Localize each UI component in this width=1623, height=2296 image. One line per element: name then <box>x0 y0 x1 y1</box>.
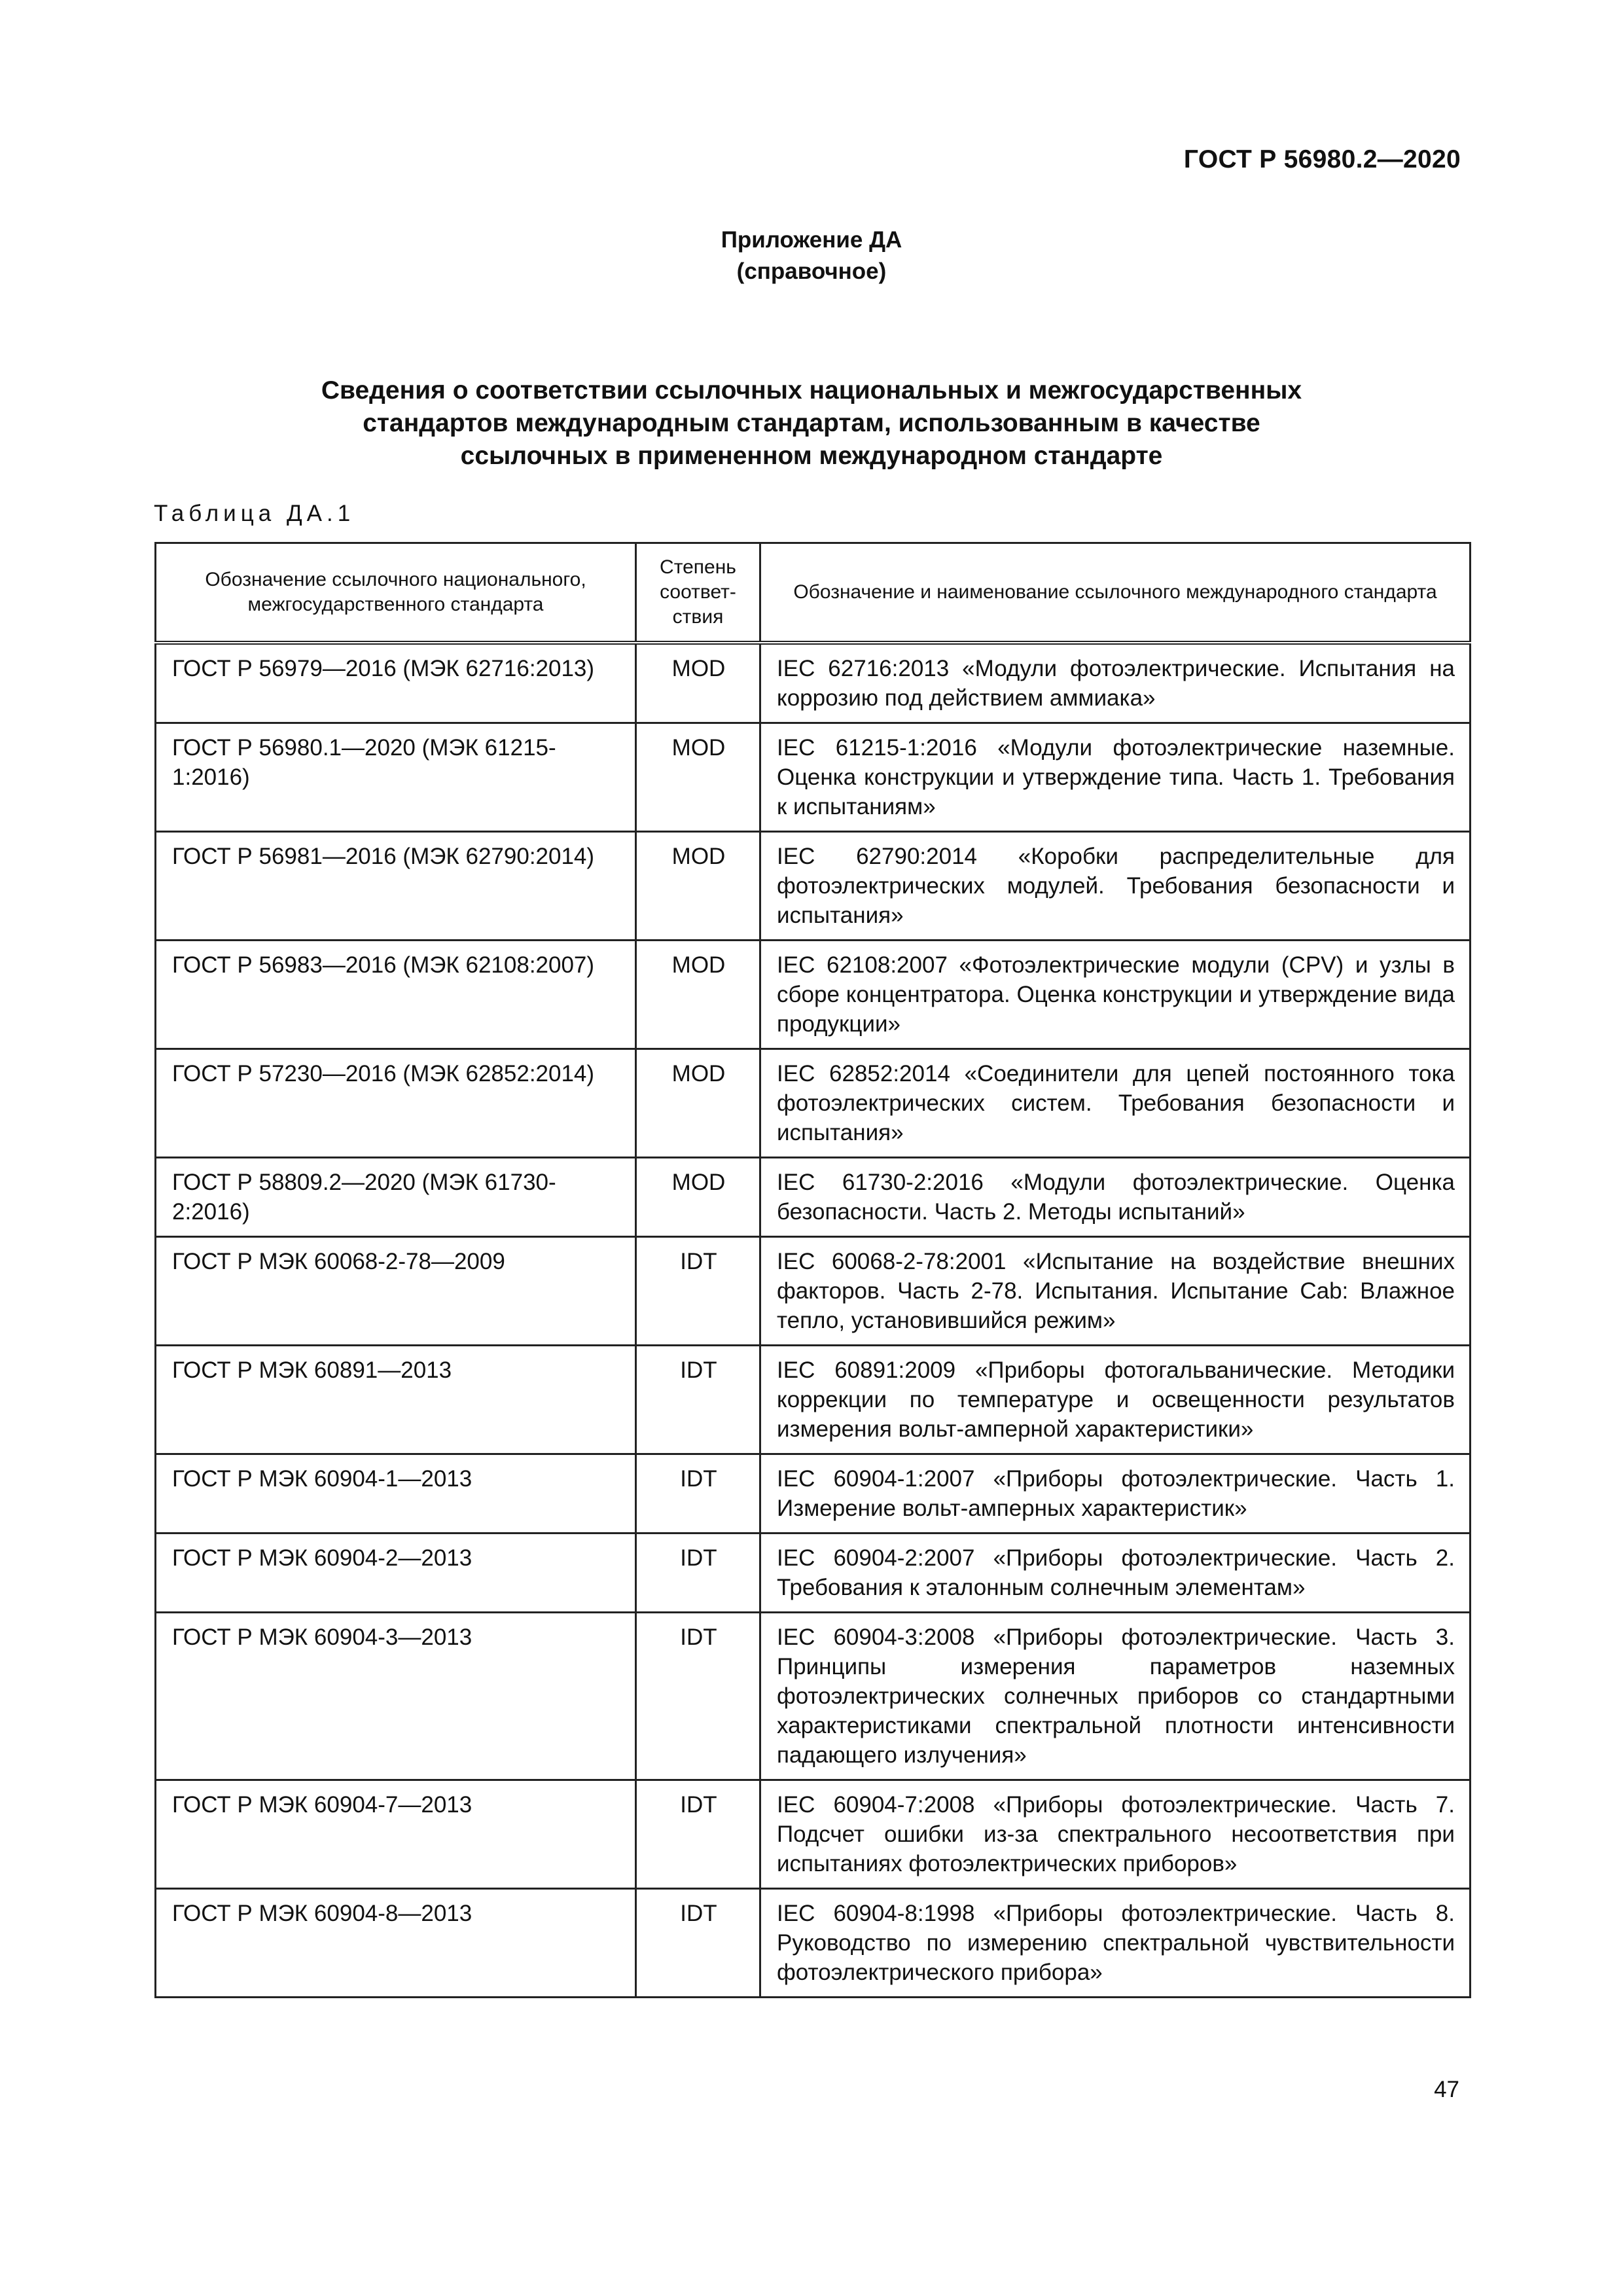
table-row <box>156 1345 1471 1454</box>
cell-international-standard: IEC 60904-1:2007 «Приборы фотоэлектрические. Часть 1. Измерение вольт-амперных характеристик» <box>760 1454 1471 1533</box>
cell-national-standard: ГОСТ Р 56979—2016 (МЭК 62716:2013) <box>156 643 636 723</box>
cell-national-standard: ГОСТ Р МЭК 60904-7—2013 <box>156 1780 636 1888</box>
table-row <box>156 940 1471 1049</box>
table-row <box>156 1888 1471 1997</box>
cell-national-standard: ГОСТ Р МЭК 60904-8—2013 <box>156 1888 636 1997</box>
table-row <box>156 1533 1471 1612</box>
cell-national-standard: ГОСТ Р 56980.1—2020 (МЭК 61215-1:2016) <box>156 723 636 831</box>
appendix-type: (справочное) <box>736 259 887 284</box>
cell-national-standard: ГОСТ Р 56981—2016 (МЭК 62790:2014) <box>156 831 636 940</box>
table-row <box>156 1236 1471 1345</box>
cell-national-standard: ГОСТ Р МЭК 60068-2-78—2009 <box>156 1236 636 1345</box>
cell-degree: IDT <box>636 1345 760 1454</box>
section-title-line-1: Сведения о соответствии ссылочных национальных и межгосударственных <box>321 376 1302 404</box>
cell-international-standard: IEC 60068-2-78:2001 «Испытание на воздействие внешних факторов. Часть 2-78. Испытания. Испытание Cab: Влажное тепло, установившийся режим» <box>760 1236 1471 1345</box>
cell-degree: IDT <box>636 1888 760 1997</box>
cell-national-standard: ГОСТ Р МЭК 60891—2013 <box>156 1345 636 1454</box>
cell-international-standard: IEC 62108:2007 «Фотоэлектрические модули (CPV) и узлы в сборе концентратора. Оценка конструкции и утверждение вида продукции» <box>760 940 1471 1049</box>
table-header-row <box>156 543 1471 643</box>
table-row <box>156 1454 1471 1533</box>
cell-national-standard: ГОСТ Р МЭК 60904-3—2013 <box>156 1612 636 1780</box>
cell-international-standard: IEC 60904-3:2008 «Приборы фотоэлектрические. Часть 3. Принципы измерения параметров наземных фотоэлектрических солнечных приборов со стандартными характеристиками спектральной плотности интенсивности падающего излучения» <box>760 1612 1471 1780</box>
cell-degree: IDT <box>636 1236 760 1345</box>
cell-degree: IDT <box>636 1780 760 1888</box>
cell-degree: IDT <box>636 1454 760 1533</box>
cell-national-standard: ГОСТ Р 56983—2016 (МЭК 62108:2007) <box>156 940 636 1049</box>
page-number: 47 <box>1434 2077 1459 2102</box>
table-body <box>156 643 1471 1998</box>
cell-national-standard: ГОСТ Р МЭК 60904-1—2013 <box>156 1454 636 1533</box>
cell-international-standard: IEC 60904-7:2008 «Приборы фотоэлектрические. Часть 7. Подсчет ошибки из-за спектрального несоответствия при испытаниях фотоэлектрических приборов» <box>760 1780 1471 1888</box>
cell-degree: MOD <box>636 723 760 831</box>
section-title <box>0 374 1623 473</box>
table-label: Таблица ДА.1 <box>154 501 355 526</box>
header-national-standard: Обозначение ссылочного национального, межгосударственного стандарта <box>156 543 636 643</box>
table-row <box>156 1780 1471 1888</box>
cell-degree: IDT <box>636 1612 760 1780</box>
cell-international-standard: IEC 62716:2013 «Модули фотоэлектрические. Испытания на коррозию под действием аммиака» <box>760 643 1471 723</box>
cell-national-standard: ГОСТ Р МЭК 60904-2—2013 <box>156 1533 636 1612</box>
cell-international-standard: IEC 60891:2009 «Приборы фотогальванические. Методики коррекции по температуре и освещенности результатов измерения вольт-амперной характеристики» <box>760 1345 1471 1454</box>
appendix-heading <box>0 224 1623 287</box>
cell-degree: MOD <box>636 831 760 940</box>
table-row <box>156 1612 1471 1780</box>
section-title-line-2: стандартов международным стандартам, использованным в качестве <box>363 409 1260 437</box>
document-code: ГОСТ Р 56980.2—2020 <box>1183 145 1461 173</box>
cell-international-standard: IEC 62852:2014 «Соединители для цепей постоянного тока фотоэлектрических систем. Требования безопасности и испытания» <box>760 1049 1471 1157</box>
cell-international-standard: IEC 60904-2:2007 «Приборы фотоэлектрические. Часть 2. Требования к эталонным солнечным элементам» <box>760 1533 1471 1612</box>
section-title-line-3: ссылочных в примененном международном стандарте <box>460 442 1163 470</box>
cell-degree: MOD <box>636 643 760 723</box>
appendix-title: Приложение ДА <box>721 227 902 253</box>
cell-degree: IDT <box>636 1533 760 1612</box>
table-row <box>156 1049 1471 1157</box>
cell-degree: MOD <box>636 940 760 1049</box>
cell-international-standard: IEC 61215-1:2016 «Модули фотоэлектрические наземные. Оценка конструкции и утверждение типа. Часть 1. Требования к испытаниям» <box>760 723 1471 831</box>
header-degree: Степень соответ-ствия <box>636 543 760 643</box>
cell-national-standard: ГОСТ Р 58809.2—2020 (МЭК 61730-2:2016) <box>156 1157 636 1236</box>
reference-standards-table <box>154 542 1471 1998</box>
header-international-standard: Обозначение и наименование ссылочного международного стандарта <box>760 543 1471 643</box>
table-row <box>156 723 1471 831</box>
table-row <box>156 1157 1471 1236</box>
cell-national-standard: ГОСТ Р 57230—2016 (МЭК 62852:2014) <box>156 1049 636 1157</box>
cell-degree: MOD <box>636 1157 760 1236</box>
cell-degree: MOD <box>636 1049 760 1157</box>
table-row <box>156 643 1471 723</box>
table-row <box>156 831 1471 940</box>
cell-international-standard: IEC 62790:2014 «Коробки распределительные для фотоэлектрических модулей. Требования безопасности и испытания» <box>760 831 1471 940</box>
cell-international-standard: IEC 61730-2:2016 «Модули фотоэлектрические. Оценка безопасности. Часть 2. Методы испытаний» <box>760 1157 1471 1236</box>
cell-international-standard: IEC 60904-8:1998 «Приборы фотоэлектрические. Часть 8. Руководство по измерению спектральной чувствительности фотоэлектрического прибора» <box>760 1888 1471 1997</box>
